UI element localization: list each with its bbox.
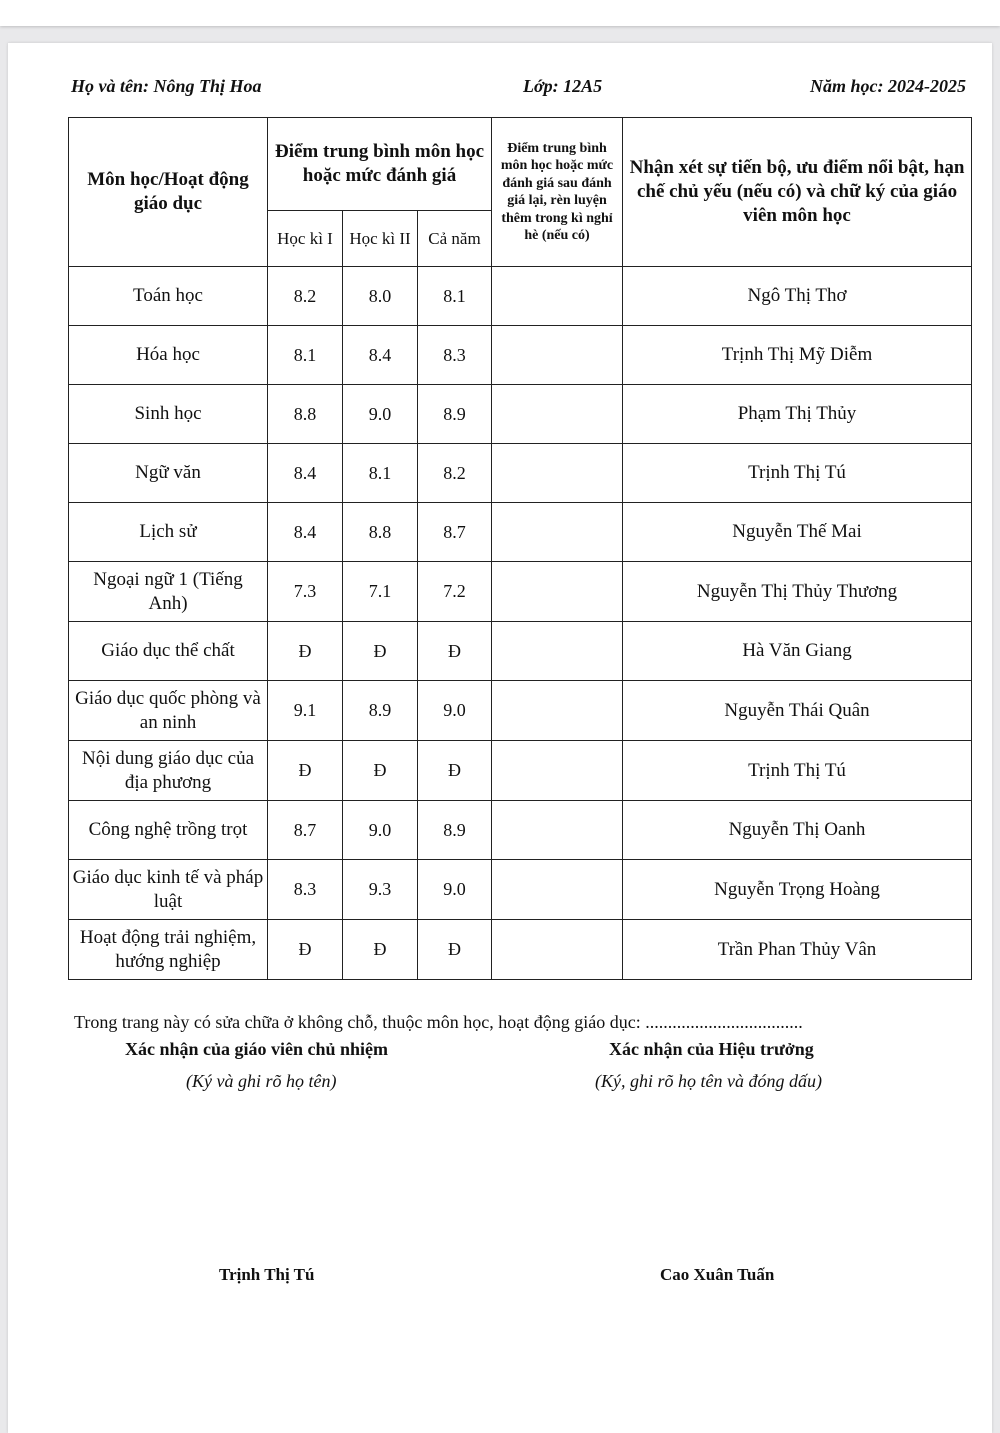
score-full-year: 8.9	[418, 801, 492, 860]
score-full-year: 9.0	[418, 860, 492, 920]
score-retest	[492, 681, 623, 741]
corrections-note: Trong trang này có sửa chữa ở không chỗ, thuộc môn học, hoạt động giáo dục: ...................................	[74, 1012, 803, 1032]
score-semester-2: Đ	[343, 741, 418, 801]
subject-cell: Nội dung giáo dục của địa phương	[69, 741, 268, 801]
subject-cell: Ngữ văn	[69, 444, 268, 503]
score-retest	[492, 267, 623, 326]
principal-title: Xác nhận của Hiệu trưởng	[609, 1039, 814, 1059]
score-semester-1: 8.2	[268, 267, 343, 326]
previous-page-edge	[0, 0, 1000, 26]
teacher-cell: Nguyễn Trọng Hoàng	[623, 860, 972, 920]
table-row	[69, 622, 972, 681]
score-semester-2: 8.0	[343, 267, 418, 326]
report-card-page	[8, 43, 992, 1433]
score-semester-2: 8.8	[343, 503, 418, 562]
score-retest	[492, 741, 623, 801]
table-row	[69, 267, 972, 326]
score-semester-2: 8.1	[343, 444, 418, 503]
table-row	[69, 503, 972, 562]
homeroom-teacher-instruction: (Ký và ghi rõ họ tên)	[186, 1071, 337, 1091]
table-row	[69, 920, 972, 980]
score-semester-2: 8.4	[343, 326, 418, 385]
score-retest	[492, 326, 623, 385]
score-full-year: Đ	[418, 622, 492, 681]
teacher-cell: Nguyễn Thái Quân	[623, 681, 972, 741]
header-average: Điểm trung bình môn học hoặc mức đánh giá	[268, 118, 492, 211]
subject-cell: Công nghệ trồng trọt	[69, 801, 268, 860]
score-semester-1: 8.7	[268, 801, 343, 860]
score-retest	[492, 503, 623, 562]
score-full-year: 9.0	[418, 681, 492, 741]
score-semester-1: Đ	[268, 920, 343, 980]
score-semester-1: Đ	[268, 622, 343, 681]
homeroom-teacher-name: Trịnh Thị Tú	[219, 1265, 315, 1284]
header-semester-2: Học kì II	[343, 211, 418, 267]
table-row	[69, 444, 972, 503]
header-full-year: Cả năm	[418, 211, 492, 267]
score-semester-2: 9.3	[343, 860, 418, 920]
score-retest	[492, 860, 623, 920]
subject-cell: Hoạt động trải nghiệm, hướng nghiệp	[69, 920, 268, 980]
teacher-cell: Hà Văn Giang	[623, 622, 972, 681]
teacher-cell: Nguyễn Thị Oanh	[623, 801, 972, 860]
score-full-year: Đ	[418, 920, 492, 980]
table-row	[69, 860, 972, 920]
teacher-cell: Nguyễn Thế Mai	[623, 503, 972, 562]
teacher-cell: Nguyễn Thị Thủy Thương	[623, 562, 972, 622]
score-full-year: Đ	[418, 741, 492, 801]
score-semester-1: 8.4	[268, 503, 343, 562]
school-year: Năm học: 2024-2025	[810, 76, 966, 96]
score-retest	[492, 444, 623, 503]
table-row	[69, 326, 972, 385]
score-full-year: 8.7	[418, 503, 492, 562]
teacher-cell: Trịnh Thị Mỹ Diễm	[623, 326, 972, 385]
score-semester-2: 7.1	[343, 562, 418, 622]
score-semester-2: 9.0	[343, 801, 418, 860]
score-retest	[492, 801, 623, 860]
score-semester-1: Đ	[268, 741, 343, 801]
score-retest	[492, 385, 623, 444]
table-row	[69, 385, 972, 444]
score-full-year: 7.2	[418, 562, 492, 622]
score-semester-2: Đ	[343, 920, 418, 980]
teacher-cell: Trịnh Thị Tú	[623, 444, 972, 503]
subject-cell: Hóa học	[69, 326, 268, 385]
teacher-cell: Phạm Thị Thủy	[623, 385, 972, 444]
teacher-cell: Ngô Thị Thơ	[623, 267, 972, 326]
table-row	[69, 681, 972, 741]
teacher-cell: Trần Phan Thủy Vân	[623, 920, 972, 980]
subject-cell: Giáo dục thể chất	[69, 622, 268, 681]
score-retest	[492, 920, 623, 980]
score-semester-2: 9.0	[343, 385, 418, 444]
score-retest	[492, 622, 623, 681]
score-semester-1: 7.3	[268, 562, 343, 622]
table-row	[69, 801, 972, 860]
header-subject: Môn học/Hoạt động giáo dục	[69, 118, 268, 267]
table-row	[69, 741, 972, 801]
subject-cell: Ngoại ngữ 1 (Tiếng Anh)	[69, 562, 268, 622]
subject-cell: Sinh học	[69, 385, 268, 444]
student-name: Họ và tên: Nông Thị Hoa	[71, 76, 262, 96]
header-comment: Nhận xét sự tiến bộ, ưu điểm nổi bật, hạn chế chủ yếu (nếu có) và chữ ký của giáo viên môn học	[623, 118, 972, 267]
homeroom-teacher-title: Xác nhận của giáo viên chủ nhiệm	[125, 1039, 389, 1059]
header-semester-1: Học kì I	[268, 211, 343, 267]
principal-instruction: (Ký, ghi rõ họ tên và đóng dấu)	[595, 1071, 822, 1091]
header-retest: Điểm trung bình môn học hoặc mức đánh giá sau đánh giá lại, rèn luyện thêm trong kì nghỉ hè (nếu có)	[492, 118, 623, 267]
table-row	[69, 562, 972, 622]
score-semester-2: Đ	[343, 622, 418, 681]
principal-name: Cao Xuân Tuấn	[660, 1265, 775, 1284]
score-full-year: 8.3	[418, 326, 492, 385]
score-semester-1: 9.1	[268, 681, 343, 741]
score-full-year: 8.2	[418, 444, 492, 503]
subject-cell: Toán học	[69, 267, 268, 326]
score-full-year: 8.1	[418, 267, 492, 326]
subject-cell: Giáo dục quốc phòng và an ninh	[69, 681, 268, 741]
score-semester-1: 8.4	[268, 444, 343, 503]
score-semester-1: 8.3	[268, 860, 343, 920]
score-semester-2: 8.9	[343, 681, 418, 741]
score-semester-1: 8.8	[268, 385, 343, 444]
teacher-cell: Trịnh Thị Tú	[623, 741, 972, 801]
student-class: Lớp: 12A5	[523, 76, 603, 96]
score-retest	[492, 562, 623, 622]
score-semester-1: 8.1	[268, 326, 343, 385]
subject-cell: Giáo dục kinh tế và pháp luật	[69, 860, 268, 920]
grades-table	[68, 117, 972, 980]
score-full-year: 8.9	[418, 385, 492, 444]
subject-cell: Lịch sử	[69, 503, 268, 562]
